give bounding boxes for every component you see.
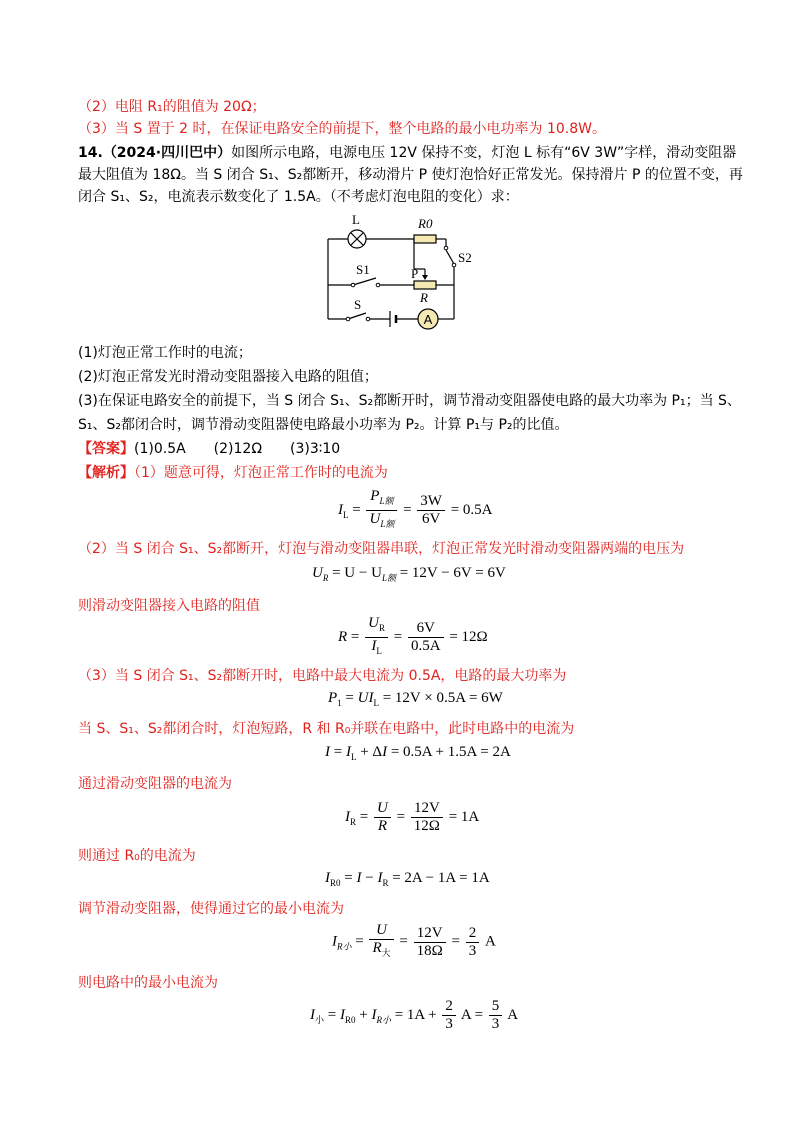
ammeter-symbol (418, 309, 438, 329)
eq6-den: 12Ω (413, 818, 440, 834)
eq3-den: 0.5A (410, 638, 441, 654)
analysis-p5: 当 S、S₁、S₂都闭合时，灯泡短路，R 和 R₀并联在电路中，此时电路中的电流为 (78, 721, 575, 737)
equation-lamp-current: $I_L$ = $\frac{P_{L额}}{U_{L额}}$ = $\frac{3W}{6V}$ = 0.5A (338, 488, 493, 529)
eq8-num: 12V (414, 925, 446, 943)
answer-line (78, 438, 340, 460)
eq2-mid: = U − U (332, 565, 382, 581)
rheostat (414, 281, 436, 289)
equation-rheostat-current: $I_R$ = $\frac{U}{R}$ = $\frac{12V}{12\Omega}$ = 1A (345, 800, 480, 834)
eq2-rhs: = 12V − 6V = 6V (399, 565, 506, 581)
question-source: （2024·四川巴中） (102, 145, 232, 161)
eq6-rhs: = 1A (448, 808, 480, 825)
eq8-rhs: A (485, 933, 496, 950)
analysis-tag: 【解析】 (78, 465, 134, 481)
eq1-rhs: = 0.5A (450, 501, 493, 518)
eq3-num: 6V (408, 620, 444, 638)
analysis-p8: 调节滑动变阻器，使得通过它的最小电流为 (78, 901, 344, 917)
question-stem-1: 如图所示电路，电源电压 12V 保持不变，灯泡 L 标有“6V 3W”字样，滑动变阻器 (231, 145, 737, 161)
eq8-den: 18Ω (416, 942, 443, 959)
eq5-rhs: = 0.5A + 1.5A = 2A (390, 744, 511, 760)
question-stem-line-1 (78, 142, 736, 164)
eq6-num: 12V (411, 800, 443, 818)
question-number: 14. (78, 145, 103, 161)
eq3-rhs: = 12Ω (449, 628, 488, 645)
sub-question-2: (2)灯泡正常发光时滑动变阻器接入电路的阻值； (78, 369, 378, 385)
question-stem-line-2: 最大阻值为 18Ω。当 S 闭合 S₁、S₂都断开，移动滑片 P 使灯泡恰好正常发光。保持滑片 P 的位置不变，再 (78, 167, 743, 183)
eq9-rhs: A (507, 1006, 519, 1023)
prev-answer-2: （2）电阻 R₁的阻值为 20Ω； (78, 99, 266, 115)
answer-tag: 【答案】 (78, 441, 134, 457)
equation-min-total-current: $I_小 = I_{R0} + I_{R小} = 1A$ + $\frac{2}{3}$ A = $\frac{5}{3}$ A (310, 998, 519, 1032)
eq9-mid: = 1A + (394, 1006, 437, 1023)
r0-resistor (414, 235, 436, 243)
sub-question-1: (1)灯泡正常工作时的电流； (78, 345, 252, 361)
analysis-p1: （1）题意可得，灯泡正常工作时的电流为 (134, 465, 388, 481)
r-label: R (420, 290, 428, 305)
equation-max-power: $P_1 = UI_L = 12V \times 0.5A = 6W$ (328, 690, 503, 708)
sub-question-3-line-2: S₁、S₂都闭合时，调节滑动变阻器使电路最小功率为 P₂。计算 P₁与 P₂的比值。 (78, 417, 569, 433)
analysis-p9: 则电路中的最小电流为 (78, 975, 218, 991)
r0-label: R0 (418, 216, 433, 231)
eq1-den: 6V (421, 511, 441, 527)
equation-rheostat-resistance: R = $\frac{U_R}{I_L}$ = $\frac{6V}{0.5A}$ = 12Ω (338, 615, 488, 656)
analysis-p7: 则通过 R₀的电流为 (78, 848, 196, 864)
equation-min-rheostat-current: $I_{R小}$ = $\frac{U}{R_大}$ = $\frac{12V}{18\Omega}$ = $\frac{2}{3}$ A (332, 922, 496, 959)
sub-question-3-line-1: (3)在保证电路安全的前提下，当 S 闭合 S₁、S₂都断开时，调节滑动变阻器使电路的最大功率为 P₁；当 S、 (78, 393, 741, 409)
analysis-p6: 通过滑动变阻器的电流为 (78, 776, 232, 792)
p-label: P (411, 266, 419, 281)
eq7-rhs: = 2A − 1A = 1A (392, 870, 490, 886)
equation-r0-current: $I_{R0} = I - I_R = 2A - 1A = 1A$ (325, 870, 490, 888)
battery-symbol (390, 311, 396, 327)
question-stem-line-3: 闭合 S₁、S₂，电流表示数变化了 1.5A。（不考虑灯泡电阻的变化）求： (78, 189, 519, 205)
prev-answer-3: （3）当 S 置于 2 时，在保证电路安全的前提下，整个电路的最小电功率为 10.8W。 (78, 121, 606, 137)
analysis-p2: （2）当 S 闭合 S₁、S₂都断开，灯泡与滑动变阻器串联，灯泡正常发光时滑动变阻器两端的电压为 (78, 541, 685, 557)
s-label: S (354, 297, 362, 312)
eq1-num: 3W (417, 493, 445, 511)
slider-arrow (422, 275, 428, 280)
lamp-label: L (352, 212, 360, 227)
analysis-line-1 (78, 462, 388, 484)
lamp-symbol (348, 230, 366, 248)
analysis-p4: （3）当 S 闭合 S₁、S₂都断开时，电路中最大电流为 0.5A，电路的最大功率为 (78, 668, 567, 684)
s1-label: S1 (356, 262, 370, 277)
equation-total-current: $I = I_L + \Delta I = 0.5A + 1.5A = 2A$ (325, 744, 511, 762)
equation-rheostat-voltage: $U_R = U - U_{L额} = 12V - 6V = 6V$ (312, 565, 506, 583)
circuit-diagram (318, 212, 472, 332)
answer-text: (1)0.5A (2)12Ω (3)3∶10 (134, 441, 341, 457)
ammeter-label: A (423, 312, 433, 327)
s2-label: S2 (458, 250, 472, 265)
analysis-p3: 则滑动变阻器接入电路的阻值 (78, 598, 260, 614)
eq4-rhs: = 12V × 0.5A = 6W (382, 690, 503, 706)
